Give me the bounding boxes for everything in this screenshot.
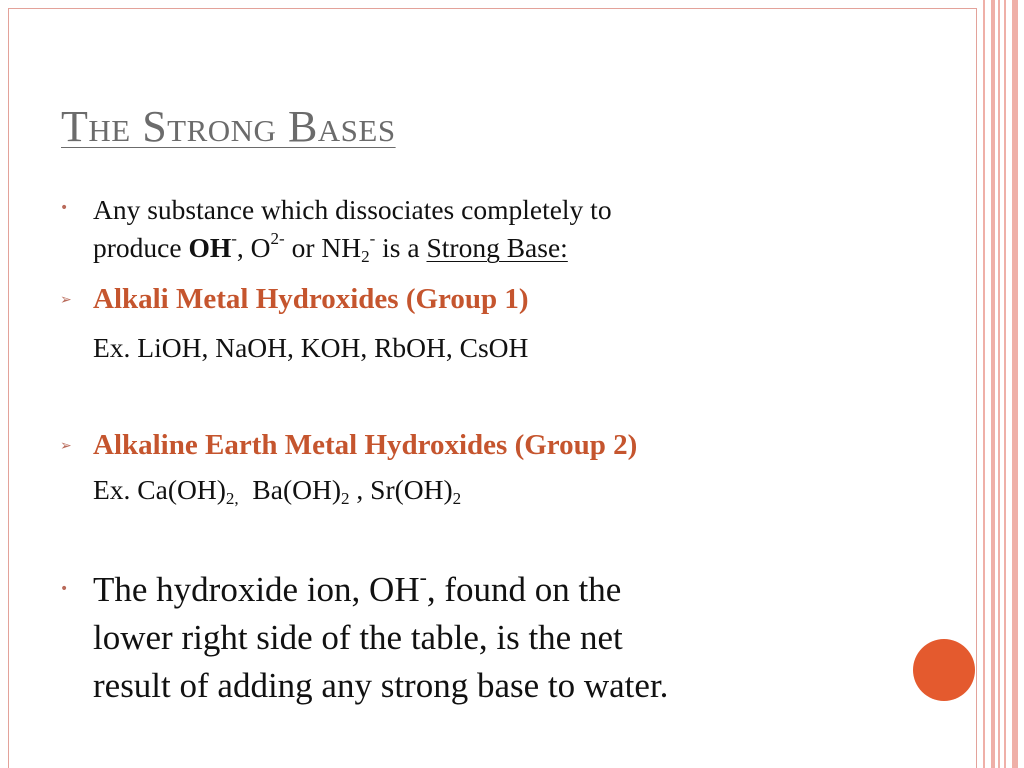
example-text: Ba(OH) [252,474,342,505]
bullet-text: result of adding any strong base to water. [93,666,669,705]
charge-superscript: - [231,229,237,249]
bullet-text: is a [375,232,427,263]
group1-examples: Ex. LiOH, NaOH, KOH, RbOH, CsOH [93,332,529,363]
arrow-bullet-icon: ➢ [60,292,72,308]
bullet-text: , found on the [426,570,622,609]
subscript: 2, [225,489,239,509]
charge-superscript: 2- [270,229,285,249]
decor-stripe [991,0,995,768]
decor-stripe [983,0,985,768]
arrow-bullet-icon: ➢ [60,438,72,454]
group1-heading: Alkali Metal Hydroxides (Group 1) [93,283,529,315]
slide-title: The Strong Bases [61,102,396,151]
bullet-strong-base-definition [93,191,612,267]
subscript: 2 [361,247,370,267]
group2-examples [93,471,461,509]
bullet-text: lower right side of the table, is the net [93,618,623,657]
bullet-text: The hydroxide ion, OH [93,570,420,609]
subscript: 2 [452,489,462,509]
bullet-hydroxide-ion [93,566,668,710]
round-bullet-icon: • [60,581,69,597]
example-text: , Sr(OH) [349,474,453,505]
decor-stripe [998,0,1000,768]
bullet-text: Any substance which dissociates completely to [93,194,612,225]
decorative-circle [913,639,975,701]
group2-heading: Alkaline Earth Metal Hydroxides (Group 2) [93,429,638,461]
charge-superscript: - [419,565,427,590]
charge-superscript: - [369,229,376,249]
example-text: Ex. Ca(OH) [93,474,226,505]
bullet-text: , O [236,232,271,263]
bullet-text: or NH [284,232,362,263]
decor-stripe [1004,0,1006,768]
strong-base-term: Strong Base: [426,232,568,263]
round-bullet-icon: • [60,200,69,216]
decor-stripe [1012,0,1018,768]
hydroxide-formula: OH [188,232,232,263]
bullet-text: produce [93,232,189,263]
subscript: 2 [341,489,350,509]
